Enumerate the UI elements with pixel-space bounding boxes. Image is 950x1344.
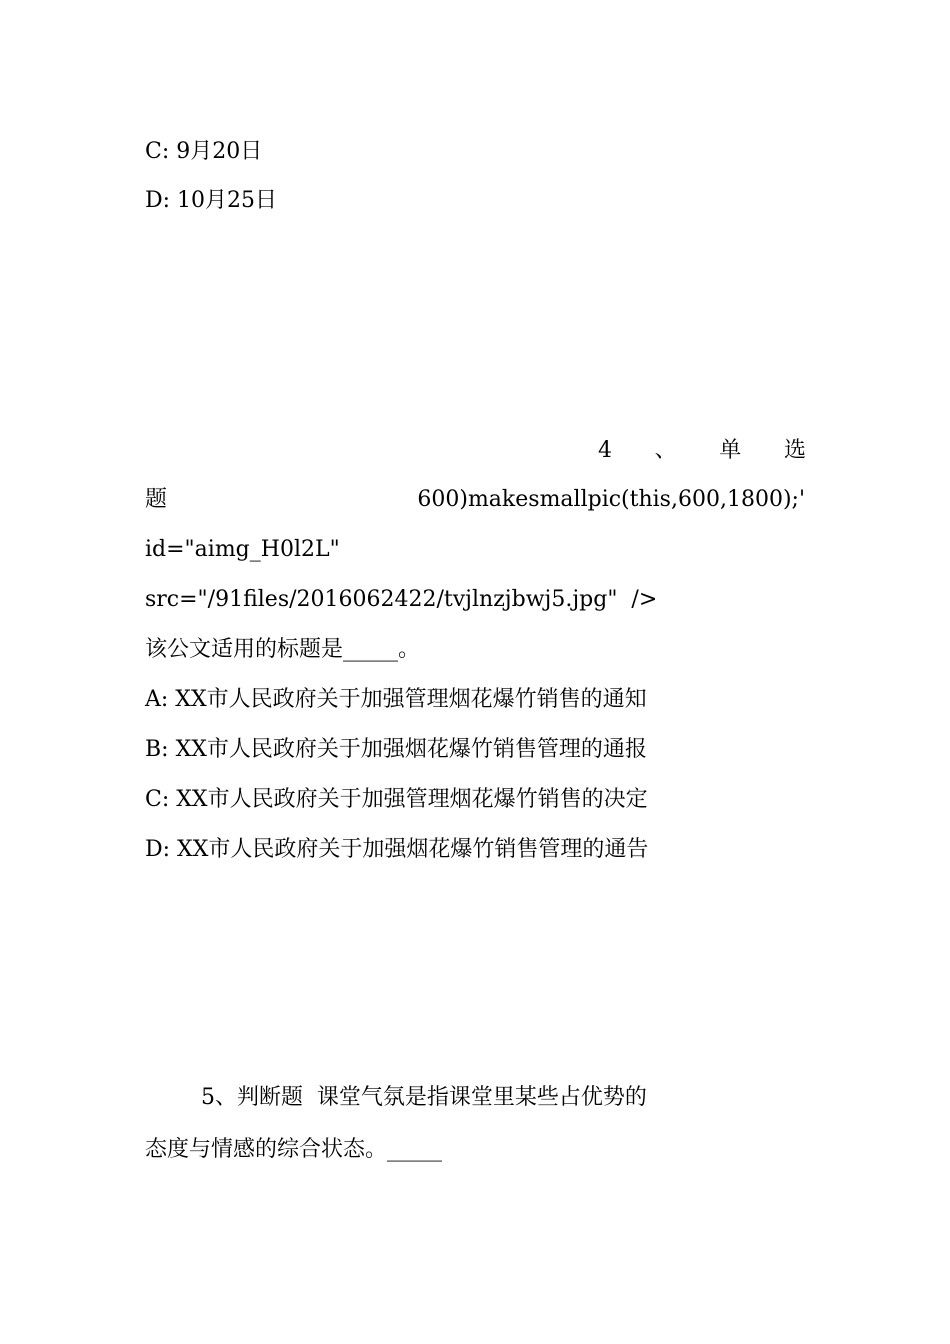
q4-type-char-2: 选	[783, 438, 806, 463]
q4-code-line-2: id="aimg_H0l2L"	[145, 537, 340, 562]
q4-number: 4	[598, 438, 612, 463]
q4-heading	[598, 436, 806, 466]
q4-code-line-3: src="/91files/2016062422/tvjlnzjbwj5.jpg" />	[145, 587, 658, 612]
q4-option-d: D: XX市人民政府关于加强烟花爆竹销售管理的通告	[145, 837, 649, 862]
q3-option-c: C: 9月20日	[145, 139, 263, 164]
q5-line-1: 5、判断题 课堂气氛是指课堂里某些占优势的	[145, 1085, 647, 1110]
q4-type-char-1: 单	[719, 438, 742, 463]
q4-option-a: A: XX市人民政府关于加强管理烟花爆竹销售的通知	[145, 687, 647, 712]
q3-option-d: D: 10月25日	[145, 188, 278, 213]
q4-question: 该公文适用的标题是_____。	[145, 637, 421, 662]
q4-option-c: C: XX市人民政府关于加强管理烟花爆竹销售的决定	[145, 787, 648, 812]
q4-code-row-1	[145, 485, 805, 515]
q4-code-line-1: 600)makesmallpic(this,600,1800);'	[417, 487, 805, 512]
q4-option-b: B: XX市人民政府关于加强烟花爆竹销售管理的通报	[145, 737, 647, 762]
q4-type-char-3: 题	[145, 487, 168, 512]
q5-line-2: 态度与情感的综合状态。_____	[145, 1137, 443, 1162]
q4-separator: 、	[654, 438, 677, 463]
